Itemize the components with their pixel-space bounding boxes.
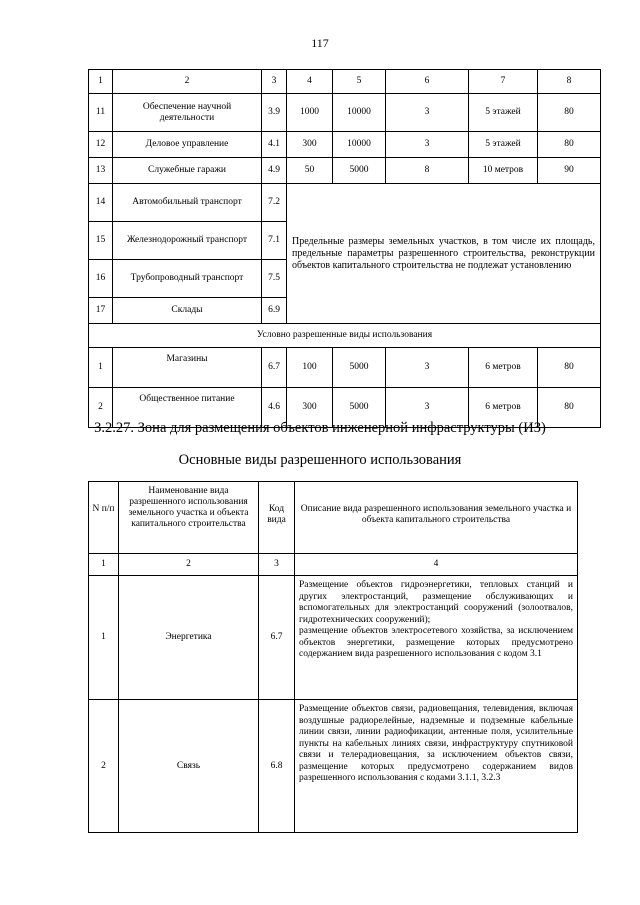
table-row: [89, 348, 601, 388]
table-cell: 11: [89, 94, 113, 132]
table-cell: Деловое управление: [113, 132, 262, 158]
table-row: [89, 700, 578, 833]
table-cell: Связь: [119, 700, 259, 833]
table-row: [89, 132, 601, 158]
table-cell: 6.8: [259, 700, 295, 833]
header-cell: N п/п: [89, 482, 119, 554]
table-cell: 80: [538, 348, 601, 388]
header-cell: Код вида: [259, 482, 295, 554]
header-cell: Наименование вида разрешенного использования земельного участка и объекта капитального строительства: [119, 482, 259, 554]
table-cell: 100: [287, 348, 333, 388]
page-number: 117: [311, 36, 329, 50]
header-cell: 7: [469, 70, 538, 94]
table-cell: 3.9: [262, 94, 287, 132]
table-cell: 7.1: [262, 222, 287, 260]
table-cell: Общественное питание: [113, 388, 262, 428]
table-cell: 10000: [333, 132, 386, 158]
table-cell: 2: [89, 700, 119, 833]
table-cell: 6.7: [259, 576, 295, 700]
table-cell: Автомобильный транспорт: [113, 184, 262, 222]
header-cell: 3: [262, 70, 287, 94]
header-cell: 6: [386, 70, 469, 94]
table-cell: 7.5: [262, 260, 287, 298]
table-cell: 10 метров: [469, 158, 538, 184]
table-cell: 80: [538, 94, 601, 132]
table-cell: 5000: [333, 388, 386, 428]
table-cell: Склады: [113, 298, 262, 324]
table-cell: 6 метров: [469, 348, 538, 388]
zone-heading: 3.2.27. Зона для размещения объектов инженерной инфраструктуры (ИЗ): [94, 420, 546, 436]
column-number: 4: [295, 554, 578, 576]
table-row: [89, 576, 578, 700]
table-row: [89, 158, 601, 184]
description-cell: Размещение объектов гидроэнергетики, тепловых станций и других электростанций, размещение обслуживающих и вспомогательных для электростанций сооружений (золоотвалов, гидротехнических сооружений); размещение объектов электросетевого хозяйства, за исключением объектов энергетики, размещение которых предусмотрено содержанием вида разрешенного использования с кодом 3.1: [295, 576, 578, 700]
table-cell: Трубопроводный транспорт: [113, 260, 262, 298]
merged-note-cell: Предельные размеры земельных участков, в том числе их площадь, предельные параметры разрешенного строительства, реконструкции объектов капитального строительства не подлежат установлению: [287, 184, 601, 324]
table-cell: 4.6: [262, 388, 287, 428]
table-cell: 90: [538, 158, 601, 184]
table-cell: 13: [89, 158, 113, 184]
table-cell: 3: [386, 132, 469, 158]
table-cell: 3: [386, 388, 469, 428]
table-cell: 8: [386, 158, 469, 184]
table-cell: Энергетика: [119, 576, 259, 700]
table-cell: 6 метров: [469, 388, 538, 428]
table-cell: 14: [89, 184, 113, 222]
table-cell: 10000: [333, 94, 386, 132]
table-cell: 3: [386, 348, 469, 388]
header-cell: 8: [538, 70, 601, 94]
table-cell: 5000: [333, 348, 386, 388]
column-number: 2: [119, 554, 259, 576]
table-header-row: [89, 70, 601, 94]
table-cell: 80: [538, 388, 601, 428]
table-cell: 6.9: [262, 298, 287, 324]
table-cell: 3: [386, 94, 469, 132]
table-cell: Обеспечение научной деятельности: [113, 94, 262, 132]
table-cell: 4.1: [262, 132, 287, 158]
table-cell: Железнодорожный транспорт: [113, 222, 262, 260]
table-cell: 1: [89, 348, 113, 388]
header-cell: 2: [113, 70, 262, 94]
header-cell: 1: [89, 70, 113, 94]
table-cell: 5 этажей: [469, 94, 538, 132]
table-cell: 2: [89, 388, 113, 428]
table-cell: 16: [89, 260, 113, 298]
table-cell: Магазины: [113, 348, 262, 388]
table-cell: 80: [538, 132, 601, 158]
table-cell: 300: [287, 132, 333, 158]
table-cell: 7.2: [262, 184, 287, 222]
table-cell: 5000: [333, 158, 386, 184]
description-cell: Размещение объектов связи, радиовещания, телевидения, включая воздушные радиорелейные, надземные и подземные кабельные линии связи, линии радиофикации, антенные поля, усилительные пункты на кабельных линиях связи, инфраструктуру спутниковой связи и телерадиовещания, за исключением объектов связи, размещение которых предусмотрено содержанием видов разрешенного использования с кодами 3.1.1, 3.2.3: [295, 700, 578, 833]
table-row: [89, 184, 601, 222]
column-number: 1: [89, 554, 119, 576]
table-cell: 6.7: [262, 348, 287, 388]
column-number-row: [89, 554, 578, 576]
table-cell: 5 этажей: [469, 132, 538, 158]
table-row: [89, 94, 601, 132]
permitted-uses-table: [88, 481, 578, 833]
table-cell: 15: [89, 222, 113, 260]
header-cell: 4: [287, 70, 333, 94]
table-cell: Служебные гаражи: [113, 158, 262, 184]
table-cell: 1000: [287, 94, 333, 132]
header-cell: Описание вида разрешенного использования земельного участка и объекта капитального строительства: [295, 482, 578, 554]
section-title: Условно разрешенные виды использования: [89, 324, 601, 348]
table-cell: 17: [89, 298, 113, 324]
uses-heading: Основные виды разрешенного использования: [178, 452, 462, 468]
regulations-table: [88, 69, 601, 428]
column-number: 3: [259, 554, 295, 576]
table-cell: 50: [287, 158, 333, 184]
table-cell: 4.9: [262, 158, 287, 184]
table-cell: 300: [287, 388, 333, 428]
section-row: [89, 324, 601, 348]
table-cell: 12: [89, 132, 113, 158]
table-header-row: [89, 482, 578, 554]
header-cell: 5: [333, 70, 386, 94]
table-cell: 1: [89, 576, 119, 700]
